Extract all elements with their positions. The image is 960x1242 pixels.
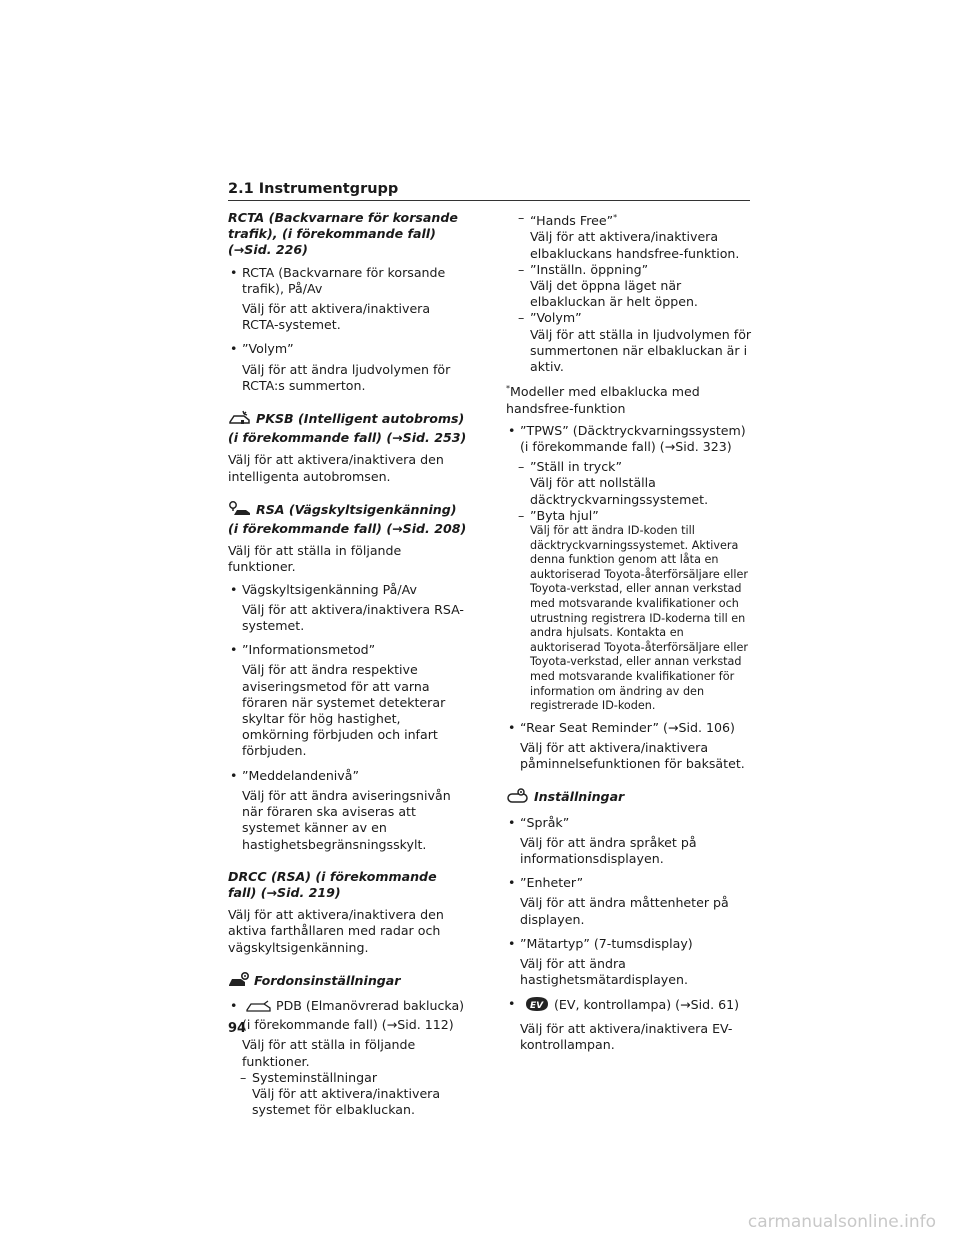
fordon-heading: Fordonsinställningar xyxy=(254,972,401,988)
ev-item-label: (EV, kontrollampa) (→Sid. 61) xyxy=(554,997,740,1013)
settings-icon xyxy=(506,788,530,808)
pdb-item-label: PDB (Elmanövrerad baklucka) (i förekommande fall) (→Sid. 112) xyxy=(242,997,465,1033)
footnote-mark: * xyxy=(506,384,510,394)
rsa-item-level-desc: Välj för att ändra aviseringsnivån när föraren ska aviseras att systemet känner av en hastighetsbegränsningsskylt. xyxy=(242,787,451,852)
rear-seat-reminder-desc: Välj för att aktivera/inaktivera påminnelsefunktionen för baksätet. xyxy=(520,739,745,772)
ev-desc: Välj för att aktivera/inaktivera EV-kontrollampan. xyxy=(520,1020,733,1052)
meter-type-desc: Välj för att ändra hastighetsmätardisplayen. xyxy=(520,955,688,988)
pdb-desc: Välj för att ställa in följande funktioner. xyxy=(242,1037,416,1069)
drcc-heading: DRCC (RSA) (i förekommande fall) (→Sid. 219) xyxy=(228,868,437,900)
tpws-subitem-wheels: – ”Byta hjul” xyxy=(518,508,752,524)
rsa-item-toggle-desc: Välj för att aktivera/inaktivera RSA-systemet. xyxy=(242,601,464,634)
footnote-text: Modeller med elbaklucka med handsfree-funktion xyxy=(506,384,700,416)
watermark: carmanualsonline.info xyxy=(747,1212,936,1232)
page-number: 94 xyxy=(228,1021,247,1036)
volume-desc: Välj för att ställa in ljudvolymen för summertonen när elbakluckan är i aktiv. xyxy=(530,326,752,375)
rcta-item-volume: • ”Volym” xyxy=(228,341,468,357)
rsa-item-method-desc: Välj för att ändra respektive aviseringsmetod för att varna föraren när systemet detekterar skyltar för hög hastighet, omkörning förbjuden och infart förbjuden. xyxy=(242,662,446,759)
rcta-item-volume-desc: Välj för att ändra ljudvolymen för RCTA:s summerton. xyxy=(242,361,451,393)
vehicle-settings-icon xyxy=(228,972,250,992)
rsa-heading-row xyxy=(228,501,468,537)
tpws-item: • ”TPWS” (Däcktryckvarningssystem) (i förekommande fall) (→Sid. 323) xyxy=(506,423,752,455)
meter-type-item: • ”Mätartyp” (7-tumsdisplay) xyxy=(506,936,752,952)
pksb-heading-row xyxy=(228,410,468,446)
pksb-desc: Välj för att aktivera/inaktivera den intelligenta autobromsen. xyxy=(228,452,444,484)
language-desc: Välj för att ändra språket på informationsdisplayen. xyxy=(520,834,697,866)
open-setting-desc: Välj det öppna läget när elbakluckan är helt öppen. xyxy=(530,278,698,310)
rsa-item-method: • ”Informationsmetod” xyxy=(228,642,468,658)
pksb-heading: PKSB (Intelligent autobroms) (i förekommande fall) (→Sid. 253) xyxy=(228,411,467,446)
svg-text:EV: • EV xyxy=(530,1001,544,1012)
hands-free-desc: Välj för att aktivera/inaktivera elbakluckans handsfree-funktion. xyxy=(530,229,740,261)
rsa-item-level: • ”Meddelandenivå” xyxy=(228,768,468,784)
open-setting-subitem: – ”Inställn. öppning” xyxy=(518,262,752,278)
left-column xyxy=(228,210,468,1118)
pdb-subitem-system: – Systeminställningar xyxy=(240,1070,468,1086)
settings-heading-row xyxy=(506,788,752,808)
volume-subitem: – ”Volym” xyxy=(518,310,752,326)
rear-seat-reminder-item: • “Rear Seat Reminder” (→Sid. 106) xyxy=(506,720,752,736)
section-header xyxy=(228,178,750,201)
language-item: • “Språk” xyxy=(506,815,752,831)
pksb-icon xyxy=(228,410,252,430)
drcc-desc: Välj för att aktivera/inaktivera den aktiva farthållaren med radar och vägskyltsigenkänning. xyxy=(228,907,444,955)
ev-item xyxy=(506,996,752,1016)
right-column xyxy=(506,210,752,1061)
tpws-subitem-pressure-desc: Välj för att nollställa däcktryckvarningssystemet. xyxy=(530,475,709,507)
rsa-heading: RSA (Vägskyltsigenkänning) (i förekommande fall) (→Sid. 208) xyxy=(228,501,467,537)
pdb-item xyxy=(228,998,468,1033)
units-item: • ”Enheter” xyxy=(506,875,752,891)
section-title: 2.1 Instrumentgrupp xyxy=(228,181,399,197)
rcta-item-toggle: • RCTA (Backvarnare för korsande trafik), På/Av xyxy=(228,265,468,297)
units-desc: Välj för att ändra måttenheter på displayen. xyxy=(520,895,729,927)
hands-free-footnote-mark: * xyxy=(613,213,618,222)
rcta-item-toggle-desc: Välj för att aktivera/inaktivera RCTA-systemet. xyxy=(242,301,431,333)
tpws-subitem-pressure: – ”Ställ in tryck” xyxy=(518,459,752,475)
rsa-desc: Välj för att ställa in följande funktioner. xyxy=(228,543,402,575)
road-sign-icon xyxy=(228,501,252,521)
hands-free-label: “Hands Free” xyxy=(530,213,614,229)
rsa-item-toggle: • Vägskyltsigenkänning På/Av xyxy=(228,582,468,598)
pdb-subitem-system-desc: Välj för att aktivera/inaktivera systemet för elbakluckan. xyxy=(252,1085,441,1118)
ev-indicator-icon xyxy=(524,996,550,1016)
rcta-heading: RCTA (Backvarnare för korsande trafik), (i förekommande fall) (→Sid. 226) xyxy=(228,210,458,258)
footnote xyxy=(506,381,752,417)
settings-heading: Inställningar xyxy=(534,789,625,805)
hands-free-subitem xyxy=(518,210,752,229)
power-back-door-icon xyxy=(246,1000,272,1017)
fordon-heading-row xyxy=(228,972,468,992)
tpws-subitem-wheels-desc: Välj för att ändra ID-koden till däcktryckvarningssystemet. Aktivera denna funktion genom att låta en auktoriserad Toyota-återförsäljare eller Toyota-verkstad, eller annan verkstad med motsvarande kvalifikationer och utrustning registrera ID-koderna till en andra hjulsats. Kontakta en auktoriserad Toyota-återförsäljare eller Toyota-verkstad, eller annan verkstad med motsvarande kvalifikationer för information om ändring av den registrerade ID-koden. xyxy=(530,524,748,713)
